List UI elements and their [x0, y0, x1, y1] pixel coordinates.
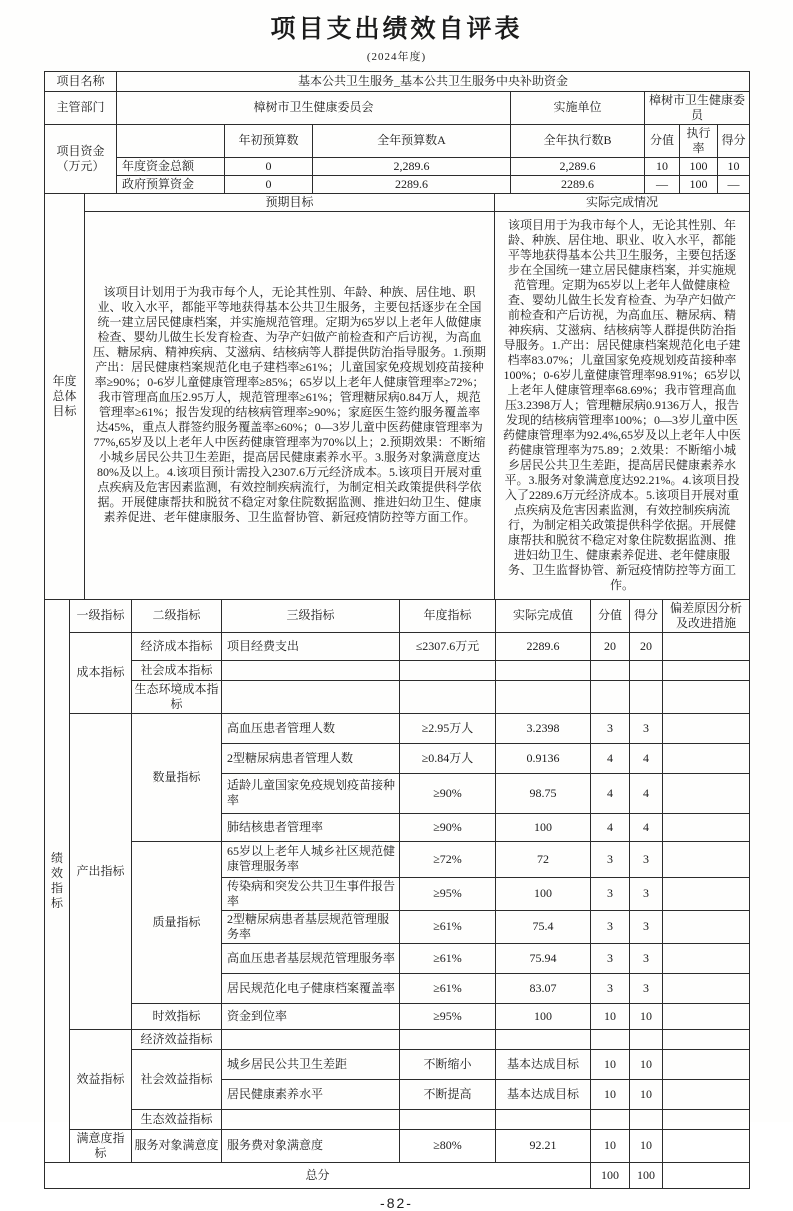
indicator-score: 10	[630, 1003, 663, 1029]
indicator-deviation	[663, 910, 750, 943]
indicator-points: 10	[591, 1129, 630, 1162]
indicator-name: 65岁以上老年人城乡社区规范健康管理服务率	[222, 841, 400, 877]
funds-row-total-begin: 0	[225, 157, 313, 175]
indicators-table	[44, 599, 750, 1189]
funds-header-rate: 执行率	[680, 124, 718, 157]
empty-cell	[630, 1109, 663, 1129]
indicator-target: ≥90%	[400, 773, 496, 813]
expected-goal-header: 预期目标	[85, 193, 495, 211]
indicator-actual: 3.2398	[496, 713, 591, 743]
indicator-score: 3	[630, 841, 663, 877]
indicator-actual: 100	[496, 1003, 591, 1029]
empty-cell	[591, 1029, 630, 1049]
indicator-score: 3	[630, 713, 663, 743]
funds-sub-header-empty	[117, 124, 225, 157]
empty-cell	[400, 660, 496, 680]
indicator-target: ≥95%	[400, 1003, 496, 1029]
indicator-name: 传染病和突发公共卫生事件报告率	[222, 877, 400, 910]
level1-benefit: 效益指标	[70, 1029, 132, 1129]
level2-social-benefit: 社会效益指标	[132, 1049, 222, 1109]
empty-cell	[591, 680, 630, 713]
funds-row-gov-begin: 0	[225, 175, 313, 193]
indicator-target: 不断缩小	[400, 1049, 496, 1079]
indicator-actual: 基本达成目标	[496, 1079, 591, 1109]
empty-cell	[630, 1029, 663, 1049]
empty-cell	[663, 1109, 750, 1129]
page-title: 项目支出绩效自评表	[270, 16, 523, 43]
indicator-score: 3	[630, 943, 663, 973]
indicator-actual: 100	[496, 877, 591, 910]
indicator-target: ≥61%	[400, 973, 496, 1003]
funds-row-total-budget: 2,289.6	[313, 157, 511, 175]
level2-service-satisfaction: 服务对象满意度	[132, 1129, 222, 1162]
indicator-target: ≥0.84万人	[400, 743, 496, 773]
level2-eco-benefit: 生态效益指标	[132, 1109, 222, 1129]
indicator-score: 4	[630, 813, 663, 841]
indicator-deviation	[663, 1129, 750, 1162]
indicator-name: 资金到位率	[222, 1003, 400, 1029]
indicator-points: 3	[591, 973, 630, 1003]
empty-cell	[630, 660, 663, 680]
empty-cell	[591, 660, 630, 680]
indicator-score: 4	[630, 773, 663, 813]
indicator-target: 不断提高	[400, 1079, 496, 1109]
empty-cell	[400, 680, 496, 713]
indicator-deviation	[663, 713, 750, 743]
annual-goal-label: 年度总体目标	[45, 193, 85, 599]
indicator-name: 肺结核患者管理率	[222, 813, 400, 841]
indicator-target: ≥61%	[400, 910, 496, 943]
header-deviation: 偏差原因分析及改进措施	[663, 599, 750, 632]
funds-label: 项目资金（万元）	[45, 124, 117, 193]
indicator-score: 10	[630, 1129, 663, 1162]
expected-goal-text: 该项目计划用于为我市每个人，无论其性别、年龄、种族、居住地、职业、收入水平，都能平等地获得基本公共卫生服务，主要包括逐步在全国统一建立居民健康档案，并实施规范管理。定期为65岁以上老年人做健康检查、婴幼儿做生长发育检查、为孕产妇做产前检查和产后访视，为高血压、糖尿病、精神疾病、艾滋病、结核病等人群提供防治指导服务。1.预期产出：居民健康档案规范化电子建档率≥61%；儿童国家免疫规划疫苗接种率≥90%；0-6岁儿童健康管理率≥85%；65岁以上老年人健康管理率≥72%；我市管理高血压2.95万人，规范管理率≥61%；管理糖尿病0.84万人，规范管理率≥61%；报告发现的结核病管理率≥90%；家庭医生签约服务覆盖率达45%，重点人群签约服务覆盖率≥60%；0—3岁儿童中医药健康管理率为77%,65岁及以上老年人中医药健康管理率为70%以上；2.预期效果：不断缩小城乡居民公共卫生差距，提高居民健康素养水平。3.服务对象满意度达80%及以上。4.该项目预计需投入2307.6万元经济成本。5.该项目开展对重点疾病及危害因素监测，有效控制疾病流行，为制定相关政策提供科学依据。开展健康帮扶和脱贫不稳定对象住院数据监测、推进妇幼卫生、健康素养促进、老年健康服务、卫生监督协管、新冠疫情防控等方面工作。	[85, 211, 495, 599]
indicator-deviation	[663, 841, 750, 877]
empty-cell	[496, 660, 591, 680]
indicator-score: 10	[630, 1079, 663, 1109]
indicator-econ-cost-score: 20	[630, 632, 663, 660]
performance-indicators-side-label: 绩效指标	[45, 599, 70, 1162]
project-name-value: 基本公共卫生服务_基本公共卫生服务中央补助资金	[117, 71, 750, 91]
indicator-actual: 0.9136	[496, 743, 591, 773]
indicator-points: 3	[591, 841, 630, 877]
indicator-name: 适龄儿童国家免疫规划疫苗接种率	[222, 773, 400, 813]
indicator-points: 10	[591, 1003, 630, 1029]
indicator-target: ≥2.95万人	[400, 713, 496, 743]
impl-unit-value: 樟树市卫生健康委员	[645, 91, 750, 124]
page-number: -82-	[380, 1194, 413, 1211]
level2-quality: 质量指标	[132, 841, 222, 1003]
funds-row-gov-rate: 100	[680, 175, 718, 193]
empty-cell	[663, 660, 750, 680]
empty-cell	[400, 1029, 496, 1049]
level1-output: 产出指标	[70, 713, 132, 1029]
total-deviation-cell	[663, 1162, 750, 1188]
annual-goal-table	[44, 193, 750, 600]
empty-cell	[222, 680, 400, 713]
indicator-actual: 92.21	[496, 1129, 591, 1162]
funds-row-gov-label: 政府预算资金	[117, 175, 225, 193]
indicator-actual: 75.4	[496, 910, 591, 943]
header-level2: 二级指标	[132, 599, 222, 632]
funds-header-score: 得分	[718, 124, 750, 157]
level1-cost: 成本指标	[70, 632, 132, 713]
indicator-points: 3	[591, 943, 630, 973]
empty-cell	[496, 1109, 591, 1129]
level2-eco-cost: 生态环境成本指标	[132, 680, 222, 713]
indicator-score: 4	[630, 743, 663, 773]
indicator-deviation	[663, 743, 750, 773]
indicator-points: 3	[591, 910, 630, 943]
indicator-econ-cost-deviation	[663, 632, 750, 660]
empty-cell	[222, 1109, 400, 1129]
indicator-points: 3	[591, 713, 630, 743]
funds-row-total-value: 10	[645, 157, 680, 175]
funds-row-gov-score: —	[718, 175, 750, 193]
indicator-actual: 72	[496, 841, 591, 877]
actual-completion-text: 该项目用于为我市每个人，无论其性别、年龄、种族、居住地、职业、收入水平，都能平等地获得基本公共卫生服务，主要包括逐步在全国统一建立居民健康档案，并实施规范管理。定期为65岁以上老年人做健康检查、婴幼儿做生长发育检查、为孕产妇做产前检查和产后访视，为高血压、糖尿病、精神疾病、艾滋病、结核病等人群提供防治指导服务。1.产出：居民健康档案规范化电子建档率83.07%；儿童国家免疫规划疫苗接种率100%；0-6岁儿童健康管理率98.91%；65岁以上老年人健康管理率68.69%；我市管理高血压3.2398万人；管理糖尿病0.9136万人，报告发现的结核病管理率100%；0—3岁儿童中医药健康管理率为92.4%,65岁及以上老年人中医药健康管理率为75.89；2.效果：不断缩小城乡居民公共卫生差距，提高居民健康素养水平。3.服务对象满意度达92.21%。4.该项目投入了2289.6万元经济成本。5.该项目开展对重点疾病及危害因素监测，有效控制疾病流行，为制定相关政策提供科学依据。开展健康帮扶和脱贫不稳定对象住院数据监测、推进妇幼卫生、健康素养促进、老年健康服务、卫生监督协管、新冠疫情防控等方面工作。	[495, 211, 750, 599]
indicator-econ-cost-name: 项目经费支出	[222, 632, 400, 660]
indicator-deviation	[663, 943, 750, 973]
level2-quantity: 数量指标	[132, 713, 222, 841]
funds-header-exec-b: 全年执行数B	[511, 124, 645, 157]
level2-econ-cost: 经济成本指标	[132, 632, 222, 660]
indicator-econ-cost-actual: 2289.6	[496, 632, 591, 660]
indicator-actual: 83.07	[496, 973, 591, 1003]
indicator-points: 4	[591, 773, 630, 813]
total-score-label: 总分	[45, 1162, 591, 1188]
dept-label: 主管部门	[45, 91, 117, 124]
indicator-target: ≥90%	[400, 813, 496, 841]
funds-row-gov-exec: 2289.6	[511, 175, 645, 193]
indicator-actual: 100	[496, 813, 591, 841]
page-subtitle: (2024年度)	[366, 50, 427, 63]
indicator-target: ≥61%	[400, 943, 496, 973]
funds-row-total-label: 年度资金总额	[117, 157, 225, 175]
funds-row-total-exec: 2,289.6	[511, 157, 645, 175]
empty-cell	[591, 1109, 630, 1129]
indicator-name: 居民规范化电子健康档案覆盖率	[222, 973, 400, 1003]
header-score: 得分	[630, 599, 663, 632]
indicator-deviation	[663, 1079, 750, 1109]
indicator-actual: 基本达成目标	[496, 1049, 591, 1079]
indicator-name: 城乡居民公共卫生差距	[222, 1049, 400, 1079]
indicator-econ-cost-target: ≤2307.6万元	[400, 632, 496, 660]
total-score-value: 100	[630, 1162, 663, 1188]
indicator-deviation	[663, 877, 750, 910]
total-points-value: 100	[591, 1162, 630, 1188]
indicator-score: 3	[630, 973, 663, 1003]
indicator-score: 3	[630, 910, 663, 943]
funds-row-total-rate: 100	[680, 157, 718, 175]
header-level1: 一级指标	[70, 599, 132, 632]
indicator-actual: 98.75	[496, 773, 591, 813]
impl-unit-label: 实施单位	[511, 91, 645, 124]
indicator-score: 10	[630, 1049, 663, 1079]
indicator-points: 10	[591, 1049, 630, 1079]
empty-cell	[400, 1109, 496, 1129]
indicator-name: 居民健康素养水平	[222, 1079, 400, 1109]
indicator-name: 高血压患者基层规范管理服务率	[222, 943, 400, 973]
indicator-target: ≥95%	[400, 877, 496, 910]
funds-header-begin: 年初预算数	[225, 124, 313, 157]
dept-value: 樟树市卫生健康委员会	[117, 91, 511, 124]
indicator-deviation	[663, 813, 750, 841]
project-name-label: 项目名称	[45, 71, 117, 91]
indicator-econ-cost-points: 20	[591, 632, 630, 660]
indicator-deviation	[663, 1049, 750, 1079]
indicator-name: 服务费对象满意度	[222, 1129, 400, 1162]
indicator-points: 4	[591, 743, 630, 773]
funds-header-budget-a: 全年预算数A	[313, 124, 511, 157]
funds-header-value: 分值	[645, 124, 680, 157]
funds-row-gov-value: —	[645, 175, 680, 193]
funds-row-total-score: 10	[718, 157, 750, 175]
indicator-name: 2型糖尿病患者基层规范管理服务率	[222, 910, 400, 943]
empty-cell	[663, 680, 750, 713]
level2-timeliness: 时效指标	[132, 1003, 222, 1029]
level1-satisfaction: 满意度指标	[70, 1129, 132, 1162]
header-points: 分值	[591, 599, 630, 632]
header-actual-value: 实际完成值	[496, 599, 591, 632]
indicator-deviation	[663, 1003, 750, 1029]
actual-completion-header: 实际完成情况	[495, 193, 750, 211]
header-annual-target: 年度指标	[400, 599, 496, 632]
indicator-actual: 75.94	[496, 943, 591, 973]
indicator-name: 高血压患者管理人数	[222, 713, 400, 743]
indicator-deviation	[663, 973, 750, 1003]
indicator-target: ≥72%	[400, 841, 496, 877]
indicator-points: 4	[591, 813, 630, 841]
level2-social-cost: 社会成本指标	[132, 660, 222, 680]
empty-cell	[222, 660, 400, 680]
info-funds-table	[44, 71, 750, 194]
indicator-points: 3	[591, 877, 630, 910]
indicator-deviation	[663, 773, 750, 813]
indicator-target: ≥80%	[400, 1129, 496, 1162]
empty-cell	[222, 1029, 400, 1049]
level2-econ-benefit: 经济效益指标	[132, 1029, 222, 1049]
indicator-points: 10	[591, 1079, 630, 1109]
indicator-score: 3	[630, 877, 663, 910]
empty-cell	[663, 1029, 750, 1049]
indicator-name: 2型糖尿病患者管理人数	[222, 743, 400, 773]
empty-cell	[496, 680, 591, 713]
header-level3: 三级指标	[222, 599, 400, 632]
empty-cell	[496, 1029, 591, 1049]
funds-row-gov-budget: 2289.6	[313, 175, 511, 193]
empty-cell	[630, 680, 663, 713]
